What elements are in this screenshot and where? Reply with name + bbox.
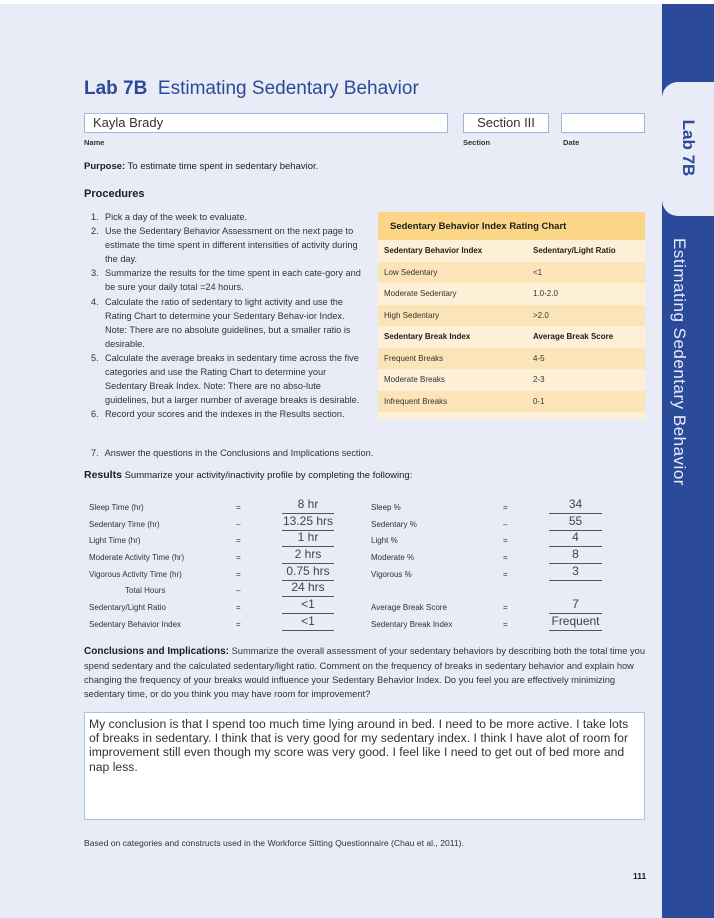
step-number: 6. xyxy=(91,409,99,420)
chart-cell-value: Sedentary/Light Ratio xyxy=(533,246,616,255)
chart-cell-category: Frequent Breaks xyxy=(384,353,444,363)
step-text: Calculate the average breaks in sedentary time across the five categories and use the Rating Chart to determine your Sedentary Break Index. Note: There are no abso-lute guidelines, but a larger number of average breaks is desirable. xyxy=(105,352,360,406)
result-equals: = xyxy=(503,570,508,579)
result-label: Sleep % xyxy=(371,503,401,512)
result-label: Vigorous % xyxy=(371,570,412,579)
section-label: Section xyxy=(463,138,491,147)
result-value[interactable]: 55 xyxy=(549,514,602,531)
result-label: Moderate % xyxy=(371,553,415,562)
result-equals: = xyxy=(503,553,508,562)
chart-cell-value: 2-3 xyxy=(533,375,545,384)
result-equals: = xyxy=(503,620,508,629)
step-number: 4. xyxy=(91,296,99,307)
step-text: Answer the questions in the Conclusions and Implications section. xyxy=(104,448,374,458)
result-equals: = xyxy=(236,503,241,512)
chart-cell-value: <1 xyxy=(533,267,543,277)
chart-cell-category: Low Sedentary xyxy=(384,267,438,277)
result-value[interactable]: <1 xyxy=(282,614,334,631)
result-equals: = xyxy=(236,553,241,562)
conclusions-prompt xyxy=(84,644,646,701)
result-label: Sedentary Behavior Index xyxy=(89,620,182,629)
step-number: 7. xyxy=(91,448,99,458)
footnote: Based on categories and constructs used in the Workforce Sitting Questionnaire (Chau et al., 2011). xyxy=(84,838,464,848)
step-number: 5. xyxy=(91,352,99,363)
result-label: Sleep Time (hr) xyxy=(89,503,144,512)
result-label: Sedentary/Light Ratio xyxy=(89,603,166,612)
chart-cell-value: 0-1 xyxy=(533,396,545,406)
procedure-steps xyxy=(88,210,364,421)
procedure-step xyxy=(88,266,364,294)
procedure-step-7 xyxy=(88,448,373,458)
rating-chart-row xyxy=(378,262,645,284)
rating-chart-rows xyxy=(378,240,645,412)
result-value[interactable]: 7 xyxy=(549,597,602,614)
rating-chart-row xyxy=(378,369,645,391)
conclusions-text: Summarize the overall assessment of your sedentary behaviors by describing both the total time you spend sedentary and the calculated sedentary/light ratio. Comment on the frequency of breaks in sedentary behavior and explain how changing the frequency of your breaks would influence your Sedentary Behavior Index. Do you feel you are effectively minimizing sedentary time, or do you think you may have room for improvement? xyxy=(84,646,646,699)
step-text: Summarize the results for the time spent in each cate-gory and be sure your daily total =24 hours. xyxy=(105,268,361,293)
chart-cell-value: >2.0 xyxy=(533,310,549,320)
procedure-step xyxy=(88,210,364,224)
result-value[interactable]: 1 hr xyxy=(282,530,334,547)
page-number: 111 xyxy=(633,871,647,881)
name-field[interactable]: Kayla Brady xyxy=(84,113,448,133)
rating-chart-row xyxy=(378,391,645,413)
results-row xyxy=(0,499,662,515)
section-field[interactable]: Section III xyxy=(463,113,549,133)
chart-cell-category: Moderate Sedentary xyxy=(384,289,457,298)
result-value[interactable]: 34 xyxy=(549,497,602,514)
result-equals: = xyxy=(236,536,241,545)
rating-chart-row xyxy=(378,348,645,370)
step-number: 2. xyxy=(91,226,99,237)
result-label: Moderate Activity Time (hr) xyxy=(89,553,185,562)
chart-cell-category: Moderate Breaks xyxy=(384,375,445,384)
conclusions-label: Conclusions and Implications: xyxy=(84,646,230,657)
result-equals: = xyxy=(236,620,241,629)
results-row xyxy=(0,549,662,565)
step-text: Use the Sedentary Behavior Assessment on the next page to estimate the time spent in different intensities of activity during the day. xyxy=(105,226,358,265)
result-label: Sedentary Break Index xyxy=(371,620,453,629)
result-equals: = xyxy=(503,536,508,545)
chart-cell-value: Average Break Score xyxy=(533,332,614,341)
rating-chart-row xyxy=(378,283,645,305)
result-label: Light Time (hr) xyxy=(89,536,141,545)
result-value[interactable]: 8 hr xyxy=(282,497,334,514)
result-equals: – xyxy=(236,586,241,595)
result-label: Total Hours xyxy=(125,586,166,595)
chart-cell-value: 1.0-2.0 xyxy=(533,289,558,298)
result-value[interactable]: 0.75 hrs xyxy=(282,564,334,581)
procedure-step xyxy=(88,351,364,407)
result-value[interactable]: 13.25 hrs xyxy=(282,514,334,531)
result-value[interactable]: Frequent xyxy=(549,614,602,631)
rating-chart-header-row xyxy=(378,326,645,348)
result-value[interactable]: 2 hrs xyxy=(282,547,334,564)
result-equals: = xyxy=(503,503,508,512)
rating-chart-header-row xyxy=(378,240,645,262)
result-label: Sedentary % xyxy=(371,520,417,529)
chart-cell-category: High Sedentary xyxy=(384,310,440,320)
result-value[interactable]: 24 hrs xyxy=(282,580,334,597)
result-equals: – xyxy=(236,520,241,529)
results-label: Results xyxy=(84,469,122,481)
result-equals: = xyxy=(503,603,508,612)
lab-number: Lab 7B xyxy=(84,78,148,99)
step-number: 3. xyxy=(91,268,99,279)
chart-cell-category: Infrequent Breaks xyxy=(384,396,448,406)
tab-label: Lab 7B xyxy=(679,119,698,177)
results-text: Summarize your activity/inactivity profile by completing the following: xyxy=(121,470,413,481)
result-equals: – xyxy=(503,520,508,529)
procedure-step xyxy=(88,224,364,266)
name-label: Name xyxy=(84,138,105,147)
chart-cell-category: Sedentary Behavior Index xyxy=(384,246,483,255)
result-label: Average Break Score xyxy=(371,603,447,612)
procedure-step xyxy=(88,295,364,351)
results-row xyxy=(0,582,662,598)
step-text: Record your scores and the indexes in the Results section. xyxy=(105,409,345,420)
rating-chart-title: Sedentary Behavior Index Rating Chart xyxy=(378,212,645,240)
chart-cell-value: 4-5 xyxy=(533,353,545,363)
results-row xyxy=(0,616,662,632)
chart-cell-category: Sedentary Break Index xyxy=(384,332,471,341)
procedure-step xyxy=(88,407,364,421)
result-value[interactable]: 8 xyxy=(549,547,602,564)
result-label: Vigorous Activity Time (hr) xyxy=(89,570,182,579)
result-equals: = xyxy=(236,570,241,579)
lab-title: Estimating Sedentary Behavior xyxy=(157,78,419,99)
purpose-text: To estimate time spent in sedentary behavior. xyxy=(125,161,319,172)
result-equals: = xyxy=(236,603,241,612)
rating-chart-row xyxy=(378,305,645,327)
rating-chart xyxy=(378,212,645,419)
page-title xyxy=(84,78,419,100)
results-intro xyxy=(84,469,412,481)
purpose xyxy=(84,161,318,172)
result-label: Sedentary Time (hr) xyxy=(89,520,160,529)
date-label: Date xyxy=(563,138,580,147)
result-label: Light % xyxy=(371,536,398,545)
date-field[interactable] xyxy=(561,113,645,133)
conclusions-answer[interactable]: My conclusion is that I spend too much time lying around in bed. I need to be more active. I take lots of breaks in sedentary. I think that is very good for my sedentary index. I think I have alot of room for improvement still even though my score was very good. I feel like I need to get out of bed more and nap less. xyxy=(84,712,645,820)
step-text: Calculate the ratio of sedentary to light activity and use the Rating Chart to determine your Sedentary Behav-ior Index. Note: There are no absolute guidelines, but a smaller ratio is desirable. xyxy=(105,296,351,349)
purpose-label: Purpose: xyxy=(84,161,126,172)
result-value[interactable]: <1 xyxy=(282,597,334,614)
result-value[interactable]: 3 xyxy=(549,564,602,581)
result-value[interactable]: 4 xyxy=(549,530,602,547)
step-text: Pick a day of the week to evaluate. xyxy=(105,212,247,222)
step-number: 1. xyxy=(91,212,99,222)
procedures-heading: Procedures xyxy=(84,188,145,200)
results-row xyxy=(0,532,662,548)
results-row xyxy=(0,599,662,615)
side-title: Estimating Sedentary Behavior xyxy=(670,238,689,486)
